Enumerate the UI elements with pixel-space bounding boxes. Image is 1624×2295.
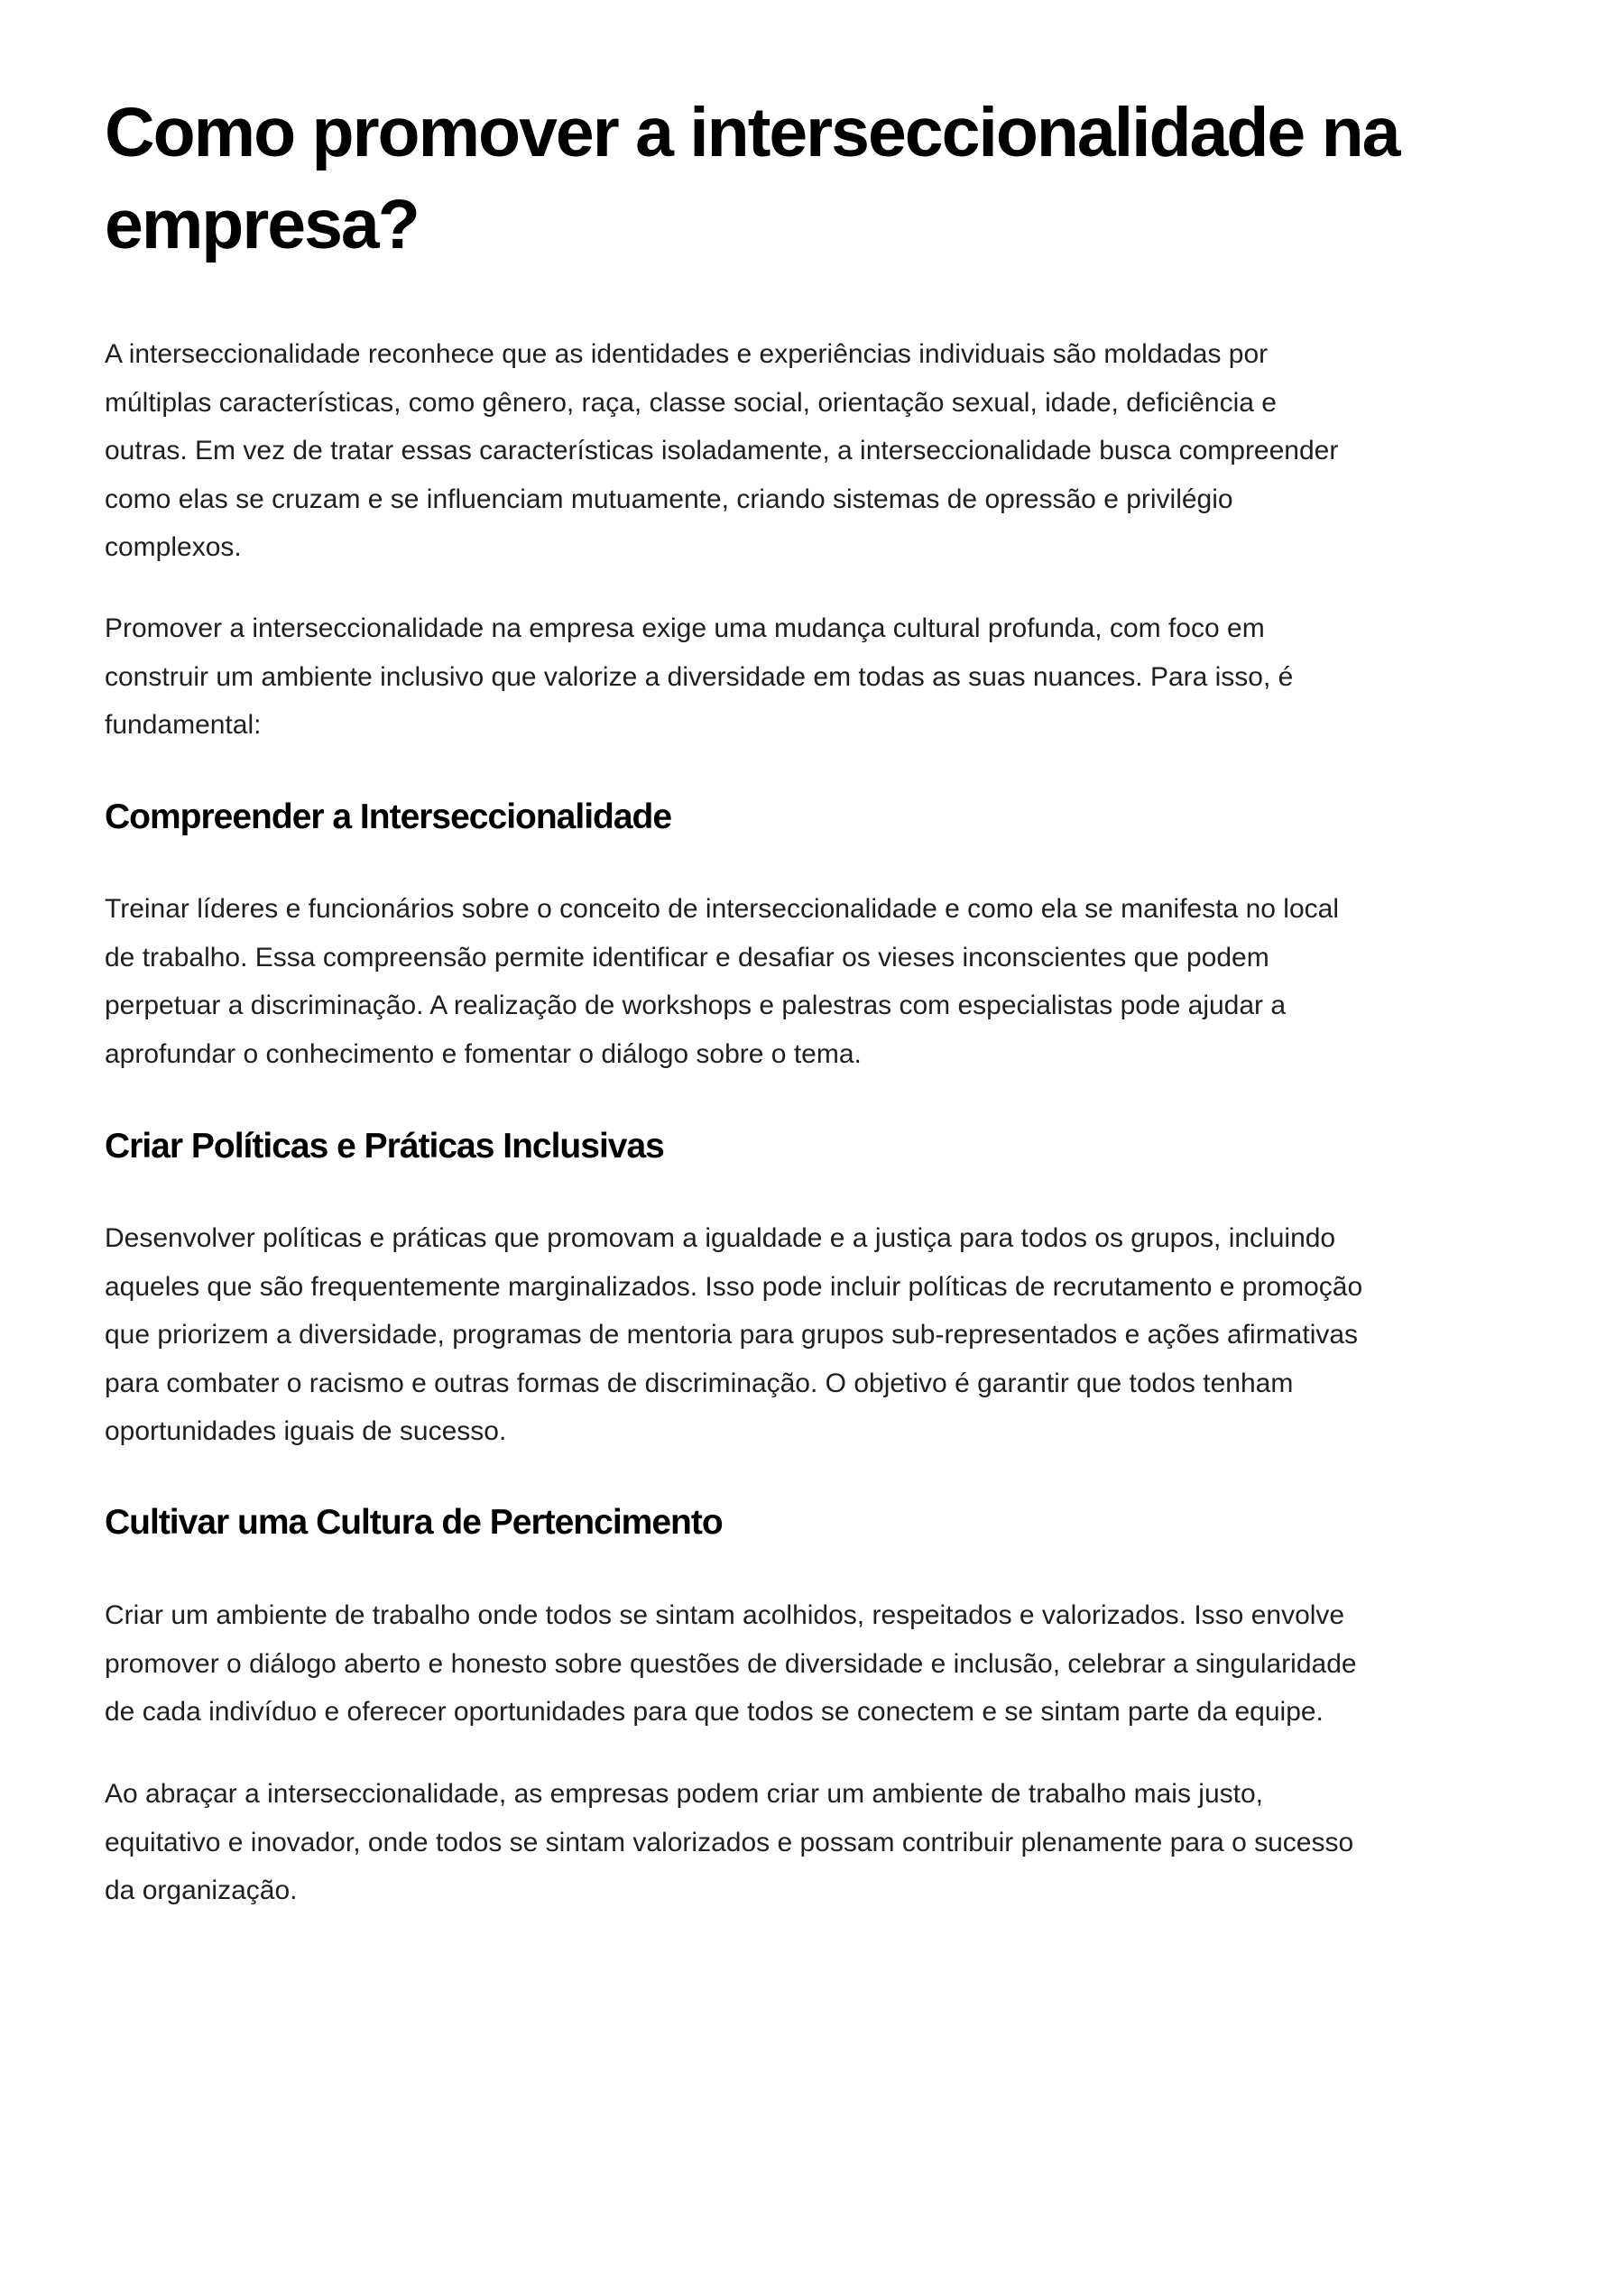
page-title [105,87,1539,271]
title-line: empresa? [105,186,419,263]
text-line: aprofundar o conhecimento e fomentar o diálogo sobre o tema. [105,1038,862,1069]
text-line: aqueles que são frequentemente marginalizados. Isso pode incluir políticas de recrutamento e promoção [105,1271,1363,1302]
section-paragraph [105,1214,1539,1456]
text-line: como elas se cruzam e se influenciam mutuamente, criando sistemas de opressão e privilégio [105,484,1233,514]
section-heading: Cultivar uma Cultura de Pertencimento [105,1503,723,1542]
text-line: para combater o racismo e outras formas de discriminação. O objetivo é garantir que todos tenham [105,1368,1294,1398]
text-line: Promover a interseccionalidade na empresa exige uma mudança cultural profunda, com foco em [105,613,1265,643]
section-paragraph [105,1591,1539,1737]
title-line: Como promover a interseccionalidade na [105,94,1399,171]
section-heading: Compreender a Interseccionalidade [105,797,672,836]
intro-paragraph-1 [105,330,1539,572]
conclusion-paragraph [105,1770,1539,1915]
text-line: equitativo e inovador, onde todos se sintam valorizados e possam contribuir plenamente para o sucesso [105,1827,1354,1857]
text-line: Ao abraçar a interseccionalidade, as empresas podem criar um ambiente de trabalho mais justo, [105,1779,1263,1809]
text-line: complexos. [105,532,242,562]
text-line: múltiplas características, como gênero, raça, classe social, orientação sexual, idade, deficiência e [105,387,1277,418]
text-line: oportunidades iguais de sucesso. [105,1416,507,1446]
section-heading: Criar Políticas e Práticas Inclusivas [105,1127,664,1166]
text-line: da organização. [105,1876,298,1905]
text-line: que priorizem a diversidade, programas de mentoria para grupos sub-representados e ações afirmativas [105,1320,1359,1350]
text-line: promover o diálogo aberto e honesto sobre questões de diversidade e inclusão, celebrar a singularidade [105,1648,1357,1679]
text-line: construir um ambiente inclusivo que valorize a diversidade em todas as suas nuances. Para isso, é [105,661,1294,692]
text-line: outras. Em vez de tratar essas características isoladamente, a interseccionalidade busca compreender [105,436,1339,465]
text-line: de trabalho. Essa compreensão permite identificar e desafiar os vieses inconscientes que podem [105,942,1269,972]
intro-paragraph-2 [105,604,1539,750]
text-line: de cada indivíduo e oferecer oportunidades para que todos se conectem e se sintam parte da equipe. [105,1697,1324,1727]
section-paragraph [105,885,1539,1078]
text-line: Criar um ambiente de trabalho onde todos se sintam acolhidos, respeitados e valorizados. Isso envolve [105,1600,1345,1630]
text-line: perpetuar a discriminação. A realização de workshops e palestras com especialistas pode ajudar a [105,991,1287,1020]
text-line: Treinar líderes e funcionários sobre o conceito de interseccionalidade e como ela se manifesta no local [105,894,1339,924]
text-line: A interseccionalidade reconhece que as identidades e experiências individuais são moldadas por [105,339,1269,369]
text-line: fundamental: [105,710,262,740]
text-line: Desenvolver políticas e práticas que promovam a igualdade e a justiça para todos os grupos, incluindo [105,1223,1336,1253]
